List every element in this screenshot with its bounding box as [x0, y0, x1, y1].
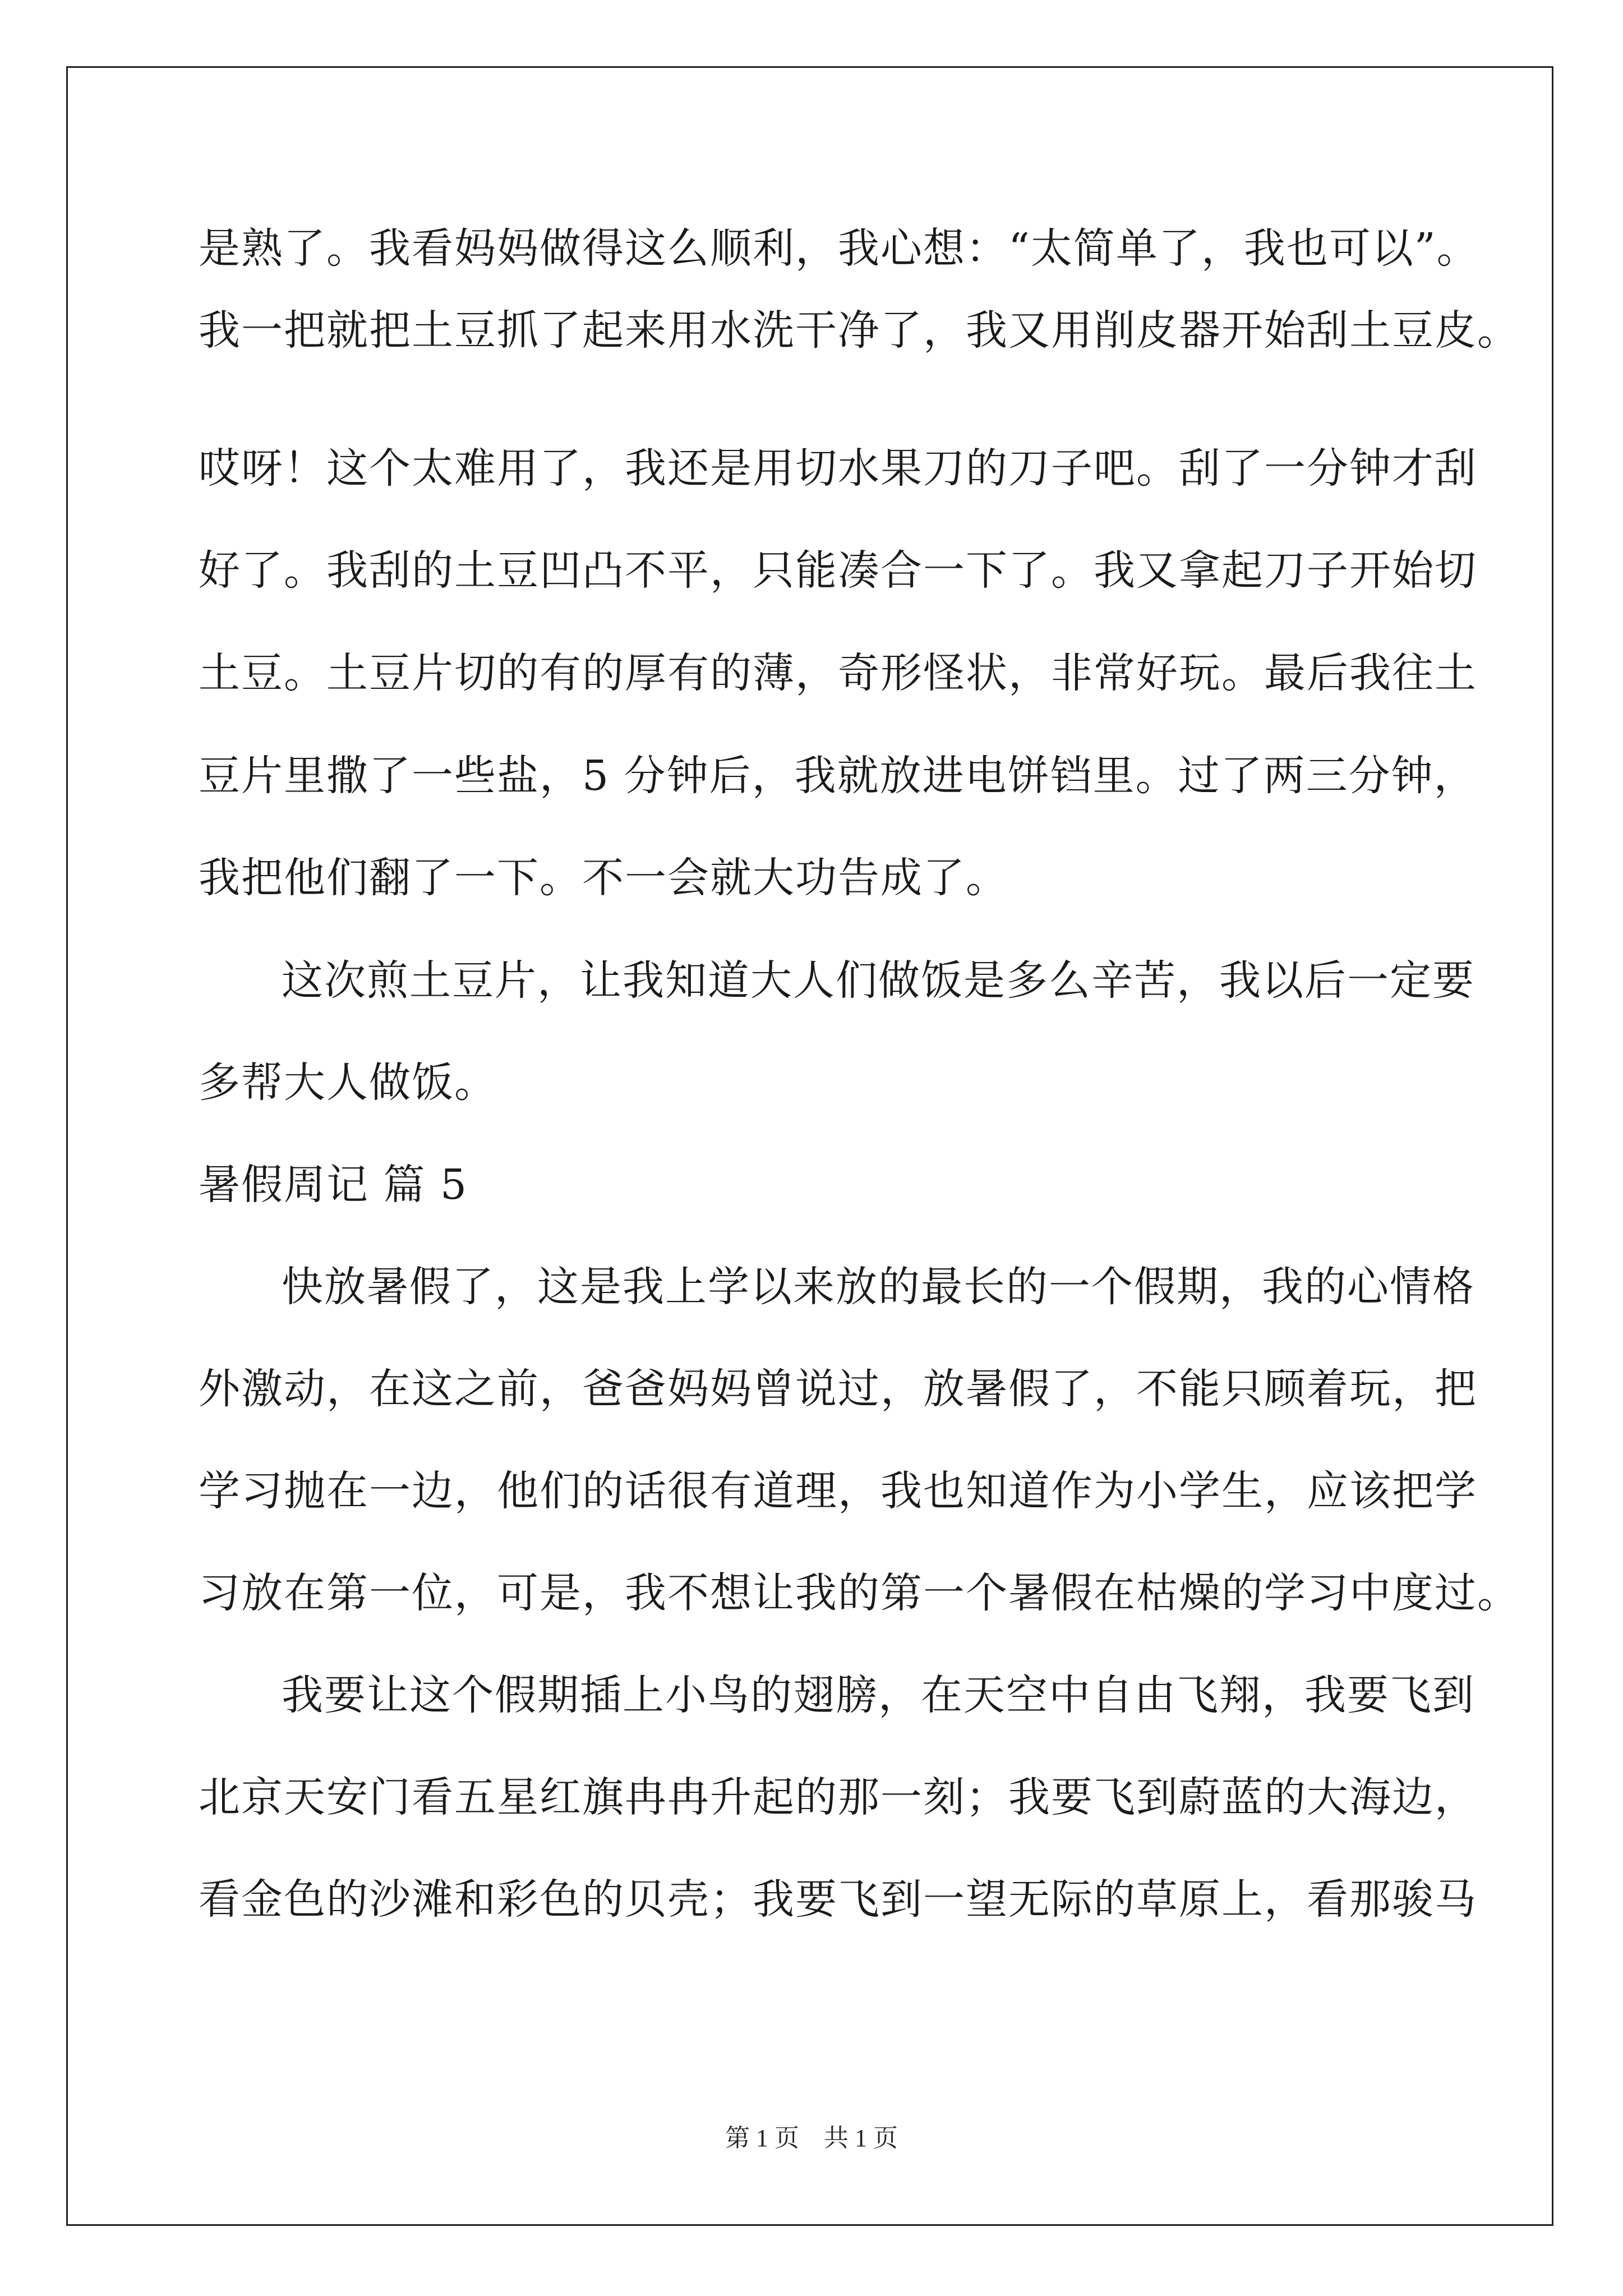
- section-heading: 暑假周记 篇 5: [199, 1161, 468, 1209]
- text-line: 北京天安门看五星红旗冉冉升起的那一刻；我要飞到蔚蓝的大海边，: [199, 1773, 1477, 1821]
- text-line: 多帮大人做饭。: [199, 1059, 497, 1107]
- text-line: 外激动，在这之前，爸爸妈妈曾说过，放暑假了，不能只顾着玩，把: [199, 1365, 1477, 1413]
- text-line: 豆片里撒了一些盐，5 分钟后，我就放进电饼铛里。过了两三分钟，: [199, 752, 1477, 800]
- text-line: 看金色的沙滩和彩色的贝壳；我要飞到一望无际的草原上，看那骏马: [199, 1875, 1477, 1924]
- text-line: 我一把就把土豆抓了起来用水洗干净了，我又用削皮器开始刮土豆皮。: [199, 306, 1520, 355]
- text-line: 这次煎土豆片，让我知道大人们做饭是多么辛苦，我以后一定要: [282, 956, 1475, 1005]
- page-footer: 第 1 页 共 1 页: [725, 2124, 898, 2152]
- text-line: 我要让这个假期插上小鸟的翅膀，在天空中自由飞翔，我要飞到: [282, 1671, 1475, 1719]
- text-line: 学习抛在一边，他们的话很有道理，我也知道作为小学生，应该把学: [199, 1467, 1477, 1515]
- text-line: 是熟了。我看妈妈做得这么顺利，我心想：“太简单了，我也可以”。: [199, 224, 1479, 273]
- text-line: 好了。我刮的土豆凹凸不平，只能凑合一下了。我又拿起刀子开始切: [199, 546, 1477, 595]
- text-line: 哎呀！这个太难用了，我还是用切水果刀的刀子吧。刮了一分钟才刮: [199, 444, 1477, 493]
- text-line: 土豆。土豆片切的有的厚有的薄，奇形怪状，非常好玩。最后我往土: [199, 649, 1477, 697]
- text-line: 习放在第一位，可是，我不想让我的第一个暑假在枯燥的学习中度过。: [199, 1569, 1520, 1617]
- text-line: 快放暑假了，这是我上学以来放的最长的一个假期，我的心情格: [282, 1263, 1475, 1311]
- text-line: 我把他们翻了一下。不一会就大功告成了。: [199, 854, 1008, 902]
